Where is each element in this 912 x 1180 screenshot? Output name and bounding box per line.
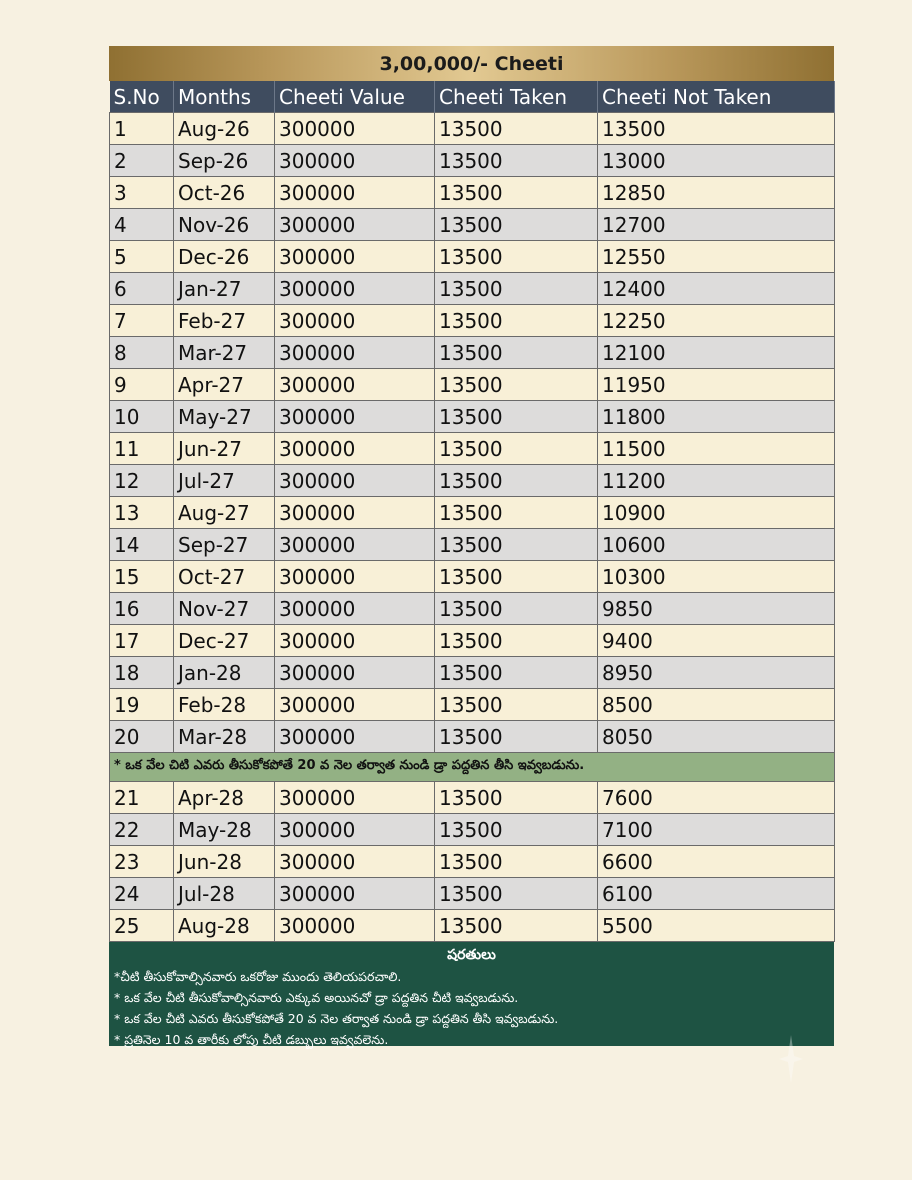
- table-row: [110, 529, 835, 561]
- cell-cheeti-taken: 13500: [435, 145, 598, 177]
- cell-month: May-28: [174, 814, 275, 846]
- cell-cheeti-not-taken: 13000: [598, 145, 835, 177]
- cell-cheeti-value: 300000: [275, 657, 435, 689]
- cell-cheeti-taken: 13500: [435, 721, 598, 753]
- table-row: [110, 177, 835, 209]
- cell-cheeti-not-taken: 8500: [598, 689, 835, 721]
- condition-line: * ఒక వేల చీటి ఎవరు తీసుకోకపోతే 20 వ నెల తర్వాత నుండి డ్రా పద్దతిన తీసి ఇవ్వబడును.: [114, 1011, 559, 1026]
- cell-cheeti-not-taken: 10300: [598, 561, 835, 593]
- cell-cheeti-not-taken: 11200: [598, 465, 835, 497]
- condition-line: * ప్రతినెల 10 వ తారీకు లోపు చీటి డబ్బులు ఇవ్వవలెను.: [114, 1032, 389, 1047]
- table-row: [110, 561, 835, 593]
- cell-cheeti-not-taken: 8950: [598, 657, 835, 689]
- cell-sno: 19: [110, 689, 174, 721]
- cell-cheeti-taken: 13500: [435, 593, 598, 625]
- cheeti-sheet: [109, 46, 834, 1046]
- note-row: [110, 753, 835, 782]
- cell-cheeti-value: 300000: [275, 814, 435, 846]
- condition-line: *చీటి తీసుకోవాల్సినవారు ఒకరోజు ముందు తెలియపరచాలి.: [114, 969, 402, 984]
- cell-cheeti-value: 300000: [275, 593, 435, 625]
- cell-month: Jul-28: [174, 878, 275, 910]
- cell-cheeti-taken: 13500: [435, 846, 598, 878]
- cell-month: Sep-26: [174, 145, 275, 177]
- cell-cheeti-taken: 13500: [435, 401, 598, 433]
- cell-sno: 3: [110, 177, 174, 209]
- cell-sno: 11: [110, 433, 174, 465]
- table-row: [110, 113, 835, 145]
- cell-month: Jul-27: [174, 465, 275, 497]
- cell-cheeti-taken: 13500: [435, 433, 598, 465]
- cell-cheeti-value: 300000: [275, 433, 435, 465]
- table-row: [110, 721, 835, 753]
- sheet-title: 3,00,000/- Cheeti: [109, 46, 834, 81]
- table-row: [110, 209, 835, 241]
- table-row: [110, 273, 835, 305]
- header-cheeti-taken: Cheeti Taken: [435, 81, 598, 113]
- cell-month: Sep-27: [174, 529, 275, 561]
- cell-sno: 22: [110, 814, 174, 846]
- cell-cheeti-value: 300000: [275, 337, 435, 369]
- cell-month: Mar-28: [174, 721, 275, 753]
- cell-cheeti-value: 300000: [275, 782, 435, 814]
- table-row: [110, 305, 835, 337]
- cell-cheeti-value: 300000: [275, 625, 435, 657]
- cell-cheeti-value: 300000: [275, 145, 435, 177]
- cell-sno: 7: [110, 305, 174, 337]
- cell-cheeti-taken: 13500: [435, 177, 598, 209]
- cell-cheeti-taken: 13500: [435, 814, 598, 846]
- table-row: [110, 145, 835, 177]
- cell-cheeti-value: 300000: [275, 369, 435, 401]
- header-cheeti-value: Cheeti Value: [275, 81, 435, 113]
- cell-cheeti-taken: 13500: [435, 305, 598, 337]
- cell-month: Apr-28: [174, 782, 275, 814]
- cell-cheeti-not-taken: 5500: [598, 910, 835, 942]
- cell-cheeti-not-taken: 12850: [598, 177, 835, 209]
- cell-cheeti-taken: 13500: [435, 689, 598, 721]
- header-row: [110, 81, 835, 113]
- cell-month: Aug-27: [174, 497, 275, 529]
- cell-month: Feb-27: [174, 305, 275, 337]
- cell-cheeti-value: 300000: [275, 689, 435, 721]
- table-row: [110, 846, 835, 878]
- cell-month: May-27: [174, 401, 275, 433]
- cell-month: Aug-26: [174, 113, 275, 145]
- cell-sno: 18: [110, 657, 174, 689]
- cell-sno: 5: [110, 241, 174, 273]
- cell-cheeti-not-taken: 9400: [598, 625, 835, 657]
- conditions-box: [109, 942, 834, 1046]
- cell-month: Dec-27: [174, 625, 275, 657]
- cell-cheeti-value: 300000: [275, 113, 435, 145]
- cell-cheeti-taken: 13500: [435, 337, 598, 369]
- table-row: [110, 657, 835, 689]
- cell-cheeti-not-taken: 12550: [598, 241, 835, 273]
- cell-month: Nov-27: [174, 593, 275, 625]
- cell-cheeti-not-taken: 8050: [598, 721, 835, 753]
- cell-month: Jan-28: [174, 657, 275, 689]
- cell-cheeti-value: 300000: [275, 401, 435, 433]
- table-row: [110, 878, 835, 910]
- table-row: [110, 433, 835, 465]
- cell-cheeti-not-taken: 12100: [598, 337, 835, 369]
- cell-month: Nov-26: [174, 209, 275, 241]
- cell-cheeti-taken: 13500: [435, 241, 598, 273]
- table-row: [110, 401, 835, 433]
- cell-cheeti-not-taken: 12400: [598, 273, 835, 305]
- cell-sno: 12: [110, 465, 174, 497]
- cell-sno: 23: [110, 846, 174, 878]
- cell-sno: 14: [110, 529, 174, 561]
- table-row: [110, 593, 835, 625]
- cell-cheeti-taken: 13500: [435, 561, 598, 593]
- cell-cheeti-value: 300000: [275, 910, 435, 942]
- header-months: Months: [174, 81, 275, 113]
- cell-cheeti-not-taken: 7600: [598, 782, 835, 814]
- cell-sno: 13: [110, 497, 174, 529]
- cell-cheeti-value: 300000: [275, 305, 435, 337]
- cell-cheeti-taken: 13500: [435, 113, 598, 145]
- cell-cheeti-taken: 13500: [435, 209, 598, 241]
- header-cheeti-not-taken: Cheeti Not Taken: [598, 81, 835, 113]
- cell-cheeti-not-taken: 6100: [598, 878, 835, 910]
- cell-sno: 2: [110, 145, 174, 177]
- cell-sno: 20: [110, 721, 174, 753]
- cell-cheeti-taken: 13500: [435, 910, 598, 942]
- cell-cheeti-taken: 13500: [435, 465, 598, 497]
- cell-cheeti-value: 300000: [275, 878, 435, 910]
- cell-cheeti-value: 300000: [275, 497, 435, 529]
- cell-cheeti-not-taken: 13500: [598, 113, 835, 145]
- cell-cheeti-value: 300000: [275, 721, 435, 753]
- cell-cheeti-value: 300000: [275, 561, 435, 593]
- cell-month: Dec-26: [174, 241, 275, 273]
- cell-month: Jun-27: [174, 433, 275, 465]
- table-row: [110, 782, 835, 814]
- cell-cheeti-taken: 13500: [435, 878, 598, 910]
- cell-cheeti-taken: 13500: [435, 657, 598, 689]
- cell-cheeti-value: 300000: [275, 529, 435, 561]
- cell-sno: 9: [110, 369, 174, 401]
- cell-cheeti-not-taken: 10600: [598, 529, 835, 561]
- cell-sno: 1: [110, 113, 174, 145]
- cell-sno: 17: [110, 625, 174, 657]
- cell-cheeti-not-taken: 10900: [598, 497, 835, 529]
- table-row: [110, 814, 835, 846]
- cell-cheeti-taken: 13500: [435, 497, 598, 529]
- cell-cheeti-taken: 13500: [435, 625, 598, 657]
- cell-month: Jun-28: [174, 846, 275, 878]
- table-row: [110, 625, 835, 657]
- cell-sno: 6: [110, 273, 174, 305]
- cell-cheeti-not-taken: 11800: [598, 401, 835, 433]
- cell-sno: 4: [110, 209, 174, 241]
- cell-cheeti-value: 300000: [275, 273, 435, 305]
- cell-cheeti-value: 300000: [275, 465, 435, 497]
- table-row: [110, 689, 835, 721]
- cell-sno: 21: [110, 782, 174, 814]
- cell-cheeti-value: 300000: [275, 846, 435, 878]
- cheeti-table: [109, 81, 835, 942]
- cell-sno: 10: [110, 401, 174, 433]
- cell-month: Mar-27: [174, 337, 275, 369]
- note-text: * ఒక వేల చిటి ఎవరు తీసుకోకపోతే 20 వ నెల తర్వాత నుండి డ్రా పద్దతిన తీసి ఇవ్వబడును.: [110, 753, 835, 782]
- cell-month: Aug-28: [174, 910, 275, 942]
- cell-month: Oct-27: [174, 561, 275, 593]
- cell-cheeti-not-taken: 12700: [598, 209, 835, 241]
- header-sno: S.No: [110, 81, 174, 113]
- cell-cheeti-value: 300000: [275, 241, 435, 273]
- cell-month: Apr-27: [174, 369, 275, 401]
- cell-cheeti-not-taken: 12250: [598, 305, 835, 337]
- conditions-title: షరతులు: [447, 947, 496, 963]
- cell-sno: 8: [110, 337, 174, 369]
- cell-month: Jan-27: [174, 273, 275, 305]
- cell-cheeti-not-taken: 9850: [598, 593, 835, 625]
- table-row: [110, 337, 835, 369]
- table-body: [110, 113, 835, 942]
- sparkle-icon: [779, 1035, 803, 1083]
- cell-cheeti-value: 300000: [275, 209, 435, 241]
- table-row: [110, 497, 835, 529]
- cell-cheeti-not-taken: 11500: [598, 433, 835, 465]
- table-row: [110, 241, 835, 273]
- cell-month: Oct-26: [174, 177, 275, 209]
- cell-cheeti-taken: 13500: [435, 369, 598, 401]
- cell-sno: 15: [110, 561, 174, 593]
- table-row: [110, 910, 835, 942]
- cell-sno: 24: [110, 878, 174, 910]
- cell-month: Feb-28: [174, 689, 275, 721]
- cell-cheeti-not-taken: 6600: [598, 846, 835, 878]
- table-row: [110, 369, 835, 401]
- cell-sno: 25: [110, 910, 174, 942]
- cell-cheeti-not-taken: 7100: [598, 814, 835, 846]
- table-row: [110, 465, 835, 497]
- cell-cheeti-not-taken: 11950: [598, 369, 835, 401]
- cell-cheeti-taken: 13500: [435, 273, 598, 305]
- cell-cheeti-taken: 13500: [435, 782, 598, 814]
- cell-sno: 16: [110, 593, 174, 625]
- cell-cheeti-value: 300000: [275, 177, 435, 209]
- cell-cheeti-taken: 13500: [435, 529, 598, 561]
- condition-line: * ఒక వేల చీటి తీసుకోవాల్సినవారు ఎక్కువ అయినచో డ్రా పద్దతిన చీటి ఇవ్వబడును.: [114, 990, 519, 1005]
